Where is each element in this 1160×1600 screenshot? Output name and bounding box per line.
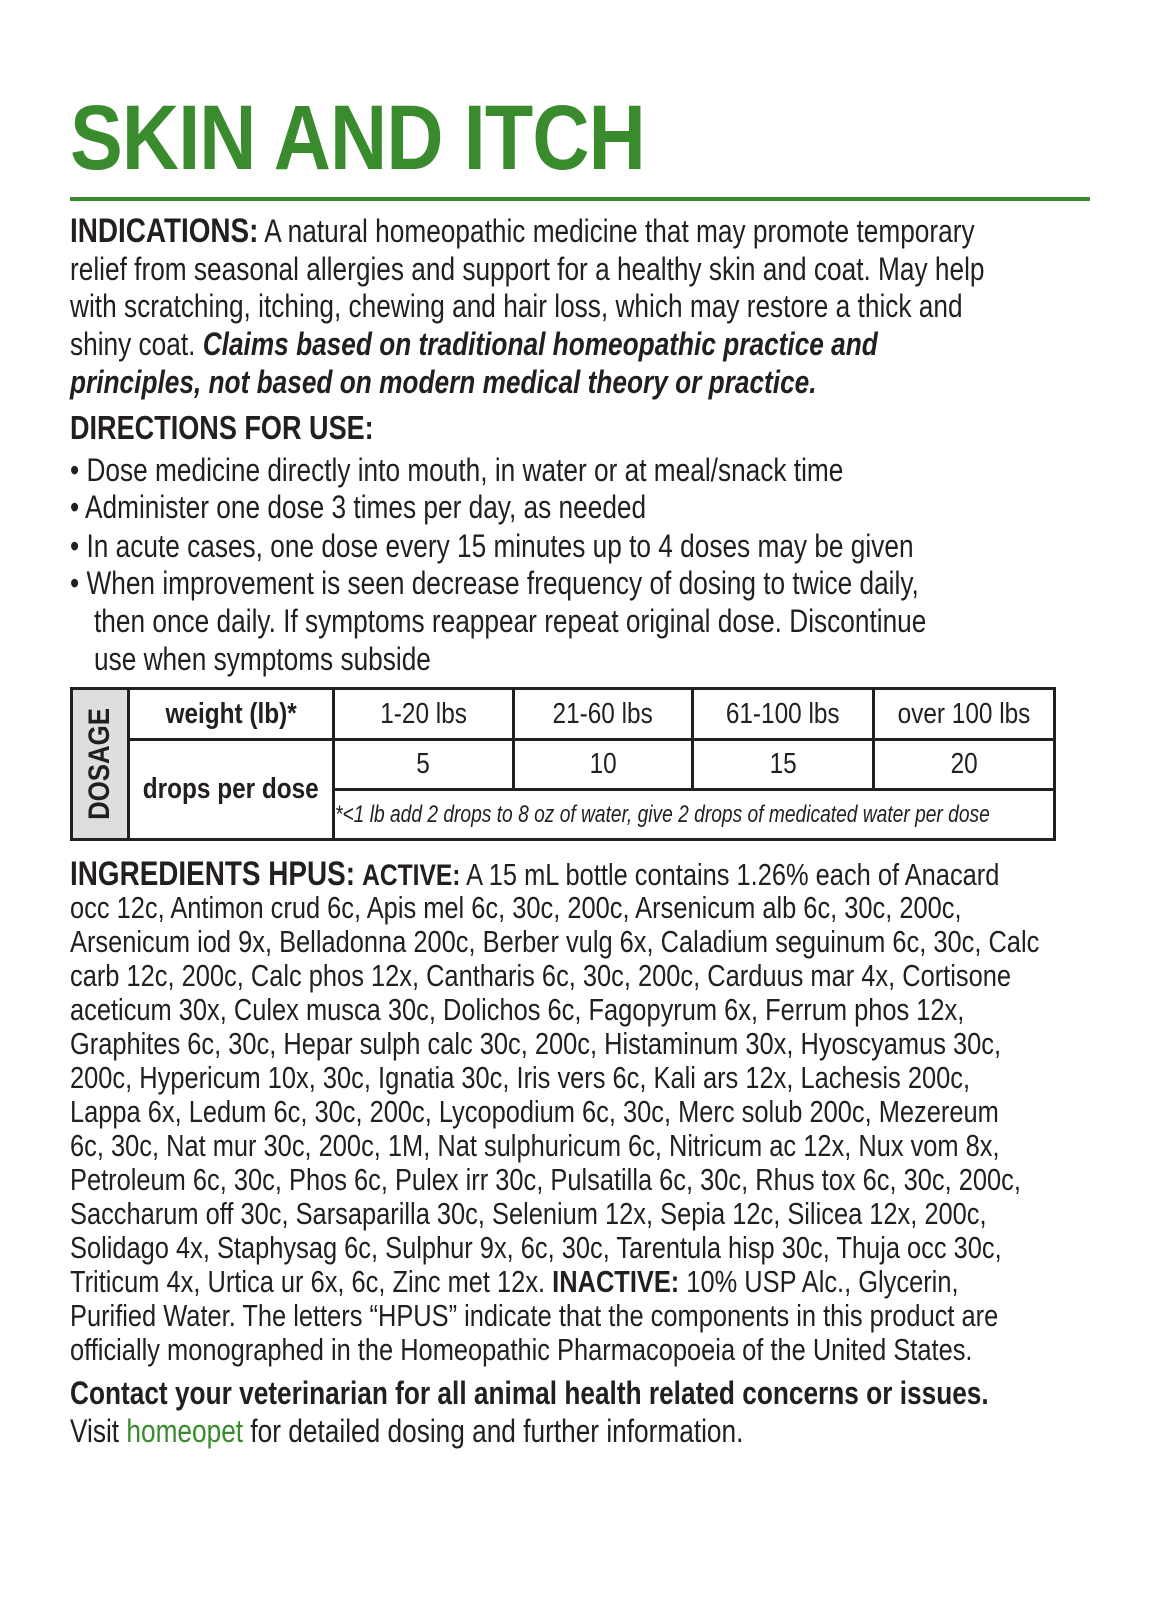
ingredients-inactive-line	[70, 1265, 959, 1299]
weight-header: weight (lb)*	[165, 697, 297, 730]
drops-cell: 10	[589, 748, 617, 780]
indications-line-2: relief from seasonal allergies and support for a healthy skin and coat. May help	[70, 251, 985, 287]
direction-item: • In acute cases, one dose every 15 minutes up to 4 doses may be given	[70, 528, 914, 564]
visit-text: Visit	[70, 1413, 120, 1449]
indications-label: INDICATIONS:	[70, 212, 259, 250]
drops-header: drops per dose	[143, 773, 319, 805]
weight-cell: 21-60 lbs	[552, 697, 654, 730]
dosage-tab-label: DOSAGE	[83, 708, 116, 820]
direction-continuation: use when symptoms subside	[94, 641, 431, 677]
ingredients-line: Lappa 6x, Ledum 6c, 30c, 200c, Lycopodium 6c, 30c, Merc solub 200c, Mezereum	[70, 1094, 999, 1129]
dosage-tab	[73, 690, 130, 838]
ingredients-heading: INGREDIENTS HPUS:	[70, 855, 356, 893]
indications-line-3: with scratching, itching, chewing and hair loss, which may restore a thick and	[70, 288, 963, 324]
ingredients-line-1	[70, 855, 999, 895]
weight-cell: 61-100 lbs	[726, 697, 840, 730]
page-title: SKIN AND ITCH	[70, 87, 645, 189]
direction-item: • Administer one dose 3 times per day, as needed	[70, 489, 647, 525]
ingredients-line: officially monographed in the Homeopathic Pharmacopoeia of the United States.	[70, 1332, 973, 1367]
ingredients-text: A 15 mL bottle contains 1.26% each of Anacard	[466, 857, 1000, 892]
direction-continuation: then once daily. If symptoms reappear repeat original dose. Discontinue	[94, 603, 927, 639]
ingredients-line: carb 12c, 200c, Calc phos 12x, Cantharis 6c, 30c, 200c, Carduus mar 4x, Cortisone	[70, 958, 1012, 993]
dosage-table	[70, 687, 1056, 841]
ingredients-line: Petroleum 6c, 30c, Phos 6c, Pulex irr 30c, Pulsatilla 6c, 30c, Rhus tox 6c, 30c, 200c,	[70, 1162, 1021, 1197]
ingredients-line: Saccharum off 30c, Sarsaparilla 30c, Selenium 12x, Sepia 12c, Silicea 12x, 200c,	[70, 1196, 987, 1231]
claims-text-start: Claims based on traditional homeopathic practice and	[202, 326, 878, 362]
directions-heading: DIRECTIONS FOR USE:	[70, 409, 374, 446]
weight-cell: 1-20 lbs	[380, 697, 467, 730]
ingredients-line: Graphites 6c, 30c, Hepar sulph calc 30c, 200c, Histaminum 30x, Hyoscyamus 30c,	[70, 1026, 1002, 1061]
drops-cell: 5	[416, 748, 431, 780]
visit-text: for detailed dosing and further information.	[250, 1413, 744, 1449]
inactive-label: INACTIVE:	[552, 1264, 680, 1299]
ingredients-line: Solidago 4x, Staphysag 6c, Sulphur 9x, 6c, 30c, Tarentula hisp 30c, Thuja occ 30c,	[70, 1230, 1002, 1265]
ingredients-line: aceticum 30x, Culex musca 30c, Dolichos 6c, Fagopyrum 6x, Ferrum phos 12x,	[70, 992, 965, 1027]
ingredients-text: Triticum 4x, Urtica ur 6x, 6c, Zinc met 12x.	[70, 1264, 546, 1299]
inactive-text: 10% USP Alc., Glycerin,	[686, 1264, 959, 1299]
ingredients-line: 200c, Hypericum 10x, 30c, Ignatia 30c, Iris vers 6c, Kali ars 12x, Lachesis 200c,	[70, 1060, 971, 1095]
drops-cell: 20	[950, 748, 978, 780]
ingredients-line: Arsenicum iod 9x, Belladonna 200c, Berber vulg 6x, Caladium seguinum 6c, 30c, Calc	[70, 924, 1040, 959]
weight-cell: over 100 lbs	[897, 697, 1031, 730]
homeopet-link[interactable]: homeopet	[126, 1413, 244, 1449]
indications-text: A natural homeopathic medicine that may promote temporary	[264, 213, 975, 249]
ingredients-line: occ 12c, Antimon crud 6c, Apis mel 6c, 30c, 200c, Arsenicum alb 6c, 30c, 200c,	[70, 890, 962, 925]
claims-text-end: principles, not based on modern medical theory or practice.	[70, 364, 817, 400]
direction-item: • Dose medicine directly into mouth, in water or at meal/snack time	[70, 452, 844, 488]
drops-cell: 15	[769, 748, 797, 780]
indications-line-4	[70, 325, 878, 363]
ingredients-line: 6c, 30c, Nat mur 30c, 200c, 1M, Nat sulphuricum 6c, Nitricum ac 12x, Nux vom 8x,	[70, 1128, 1000, 1163]
indications-text-end: shiny coat.	[70, 326, 196, 362]
direction-item: • When improvement is seen decrease frequency of dosing to twice daily,	[70, 565, 919, 601]
ingredients-line: Purified Water. The letters “HPUS” indicate that the components in this product are	[70, 1298, 999, 1333]
title-divider	[70, 197, 1090, 201]
contact-notice: Contact your veterinarian for all animal health related concerns or issues.	[70, 1375, 989, 1411]
dosage-footnote: *<1 lb add 2 drops to 8 oz of water, give 2 drops of medicated water per dose	[335, 800, 990, 828]
active-label: ACTIVE:	[362, 859, 461, 892]
visit-line	[70, 1412, 743, 1450]
indications-line-1	[70, 212, 975, 250]
